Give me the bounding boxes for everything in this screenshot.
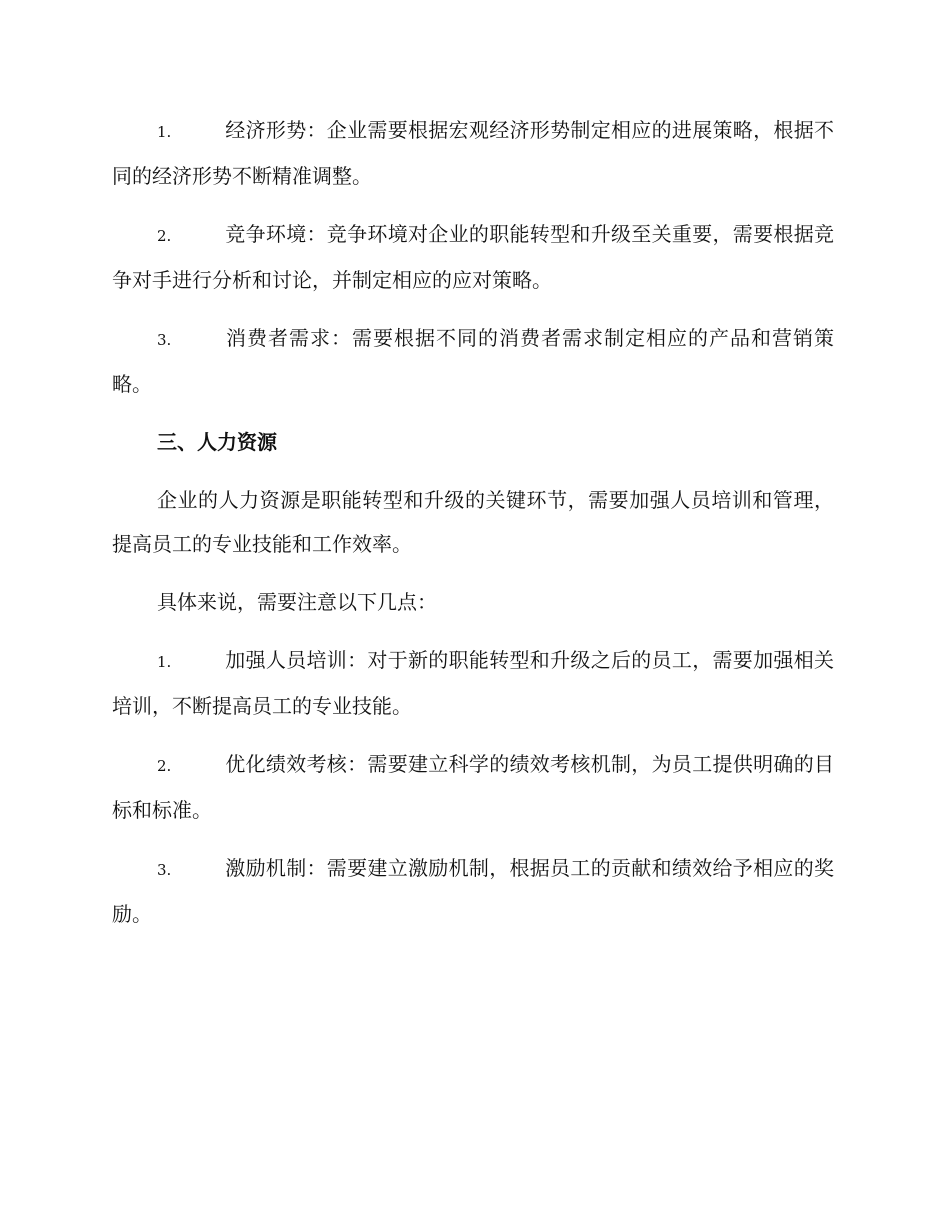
list-number: 3.	[157, 861, 172, 879]
section-intro-paragraph: 企业的人力资源是职能转型和升级的关键环节，需要加强人员培训和管理，提高员工的专业技能和工作效率。	[112, 488, 834, 556]
list-item-training	[112, 638, 834, 728]
list-item-text: 加强人员培训：对于新的职能转型和升级之后的员工，需要加强相关培训，不断提高员工的专业技能。	[112, 648, 834, 718]
list-number: 2.	[157, 227, 172, 245]
list-item-text: 经济形势：企业需要根据宏观经济形势制定相应的进展策略，根据不同的经济形势不断精准调整。	[112, 118, 834, 188]
list-item-consumer	[112, 316, 834, 406]
list-item-text: 竞争环境：竞争环境对企业的职能转型和升级至关重要，需要根据竞争对手进行分析和讨论，并制定相应的应对策略。	[112, 222, 834, 292]
section-lead-paragraph: 具体来说，需要注意以下几点：	[157, 590, 437, 614]
list-number: 1.	[157, 653, 172, 671]
list-number: 2.	[157, 757, 172, 775]
section-heading-hr: 三、人力资源	[157, 430, 277, 454]
list-item-text: 优化绩效考核：需要建立科学的绩效考核机制，为员工提供明确的目标和标准。	[112, 752, 834, 822]
list-item-incentive	[112, 846, 834, 936]
list-number: 1.	[157, 123, 172, 141]
list-item-economic	[112, 108, 834, 198]
list-item-text: 激励机制：需要建立激励机制，根据员工的贡献和绩效给予相应的奖励。	[112, 856, 834, 926]
list-number: 3.	[157, 331, 172, 349]
list-item-text: 消费者需求：需要根据不同的消费者需求制定相应的产品和营销策略。	[112, 326, 834, 396]
list-item-competition	[112, 212, 834, 302]
document-page	[112, 108, 834, 950]
list-item-performance	[112, 742, 834, 832]
